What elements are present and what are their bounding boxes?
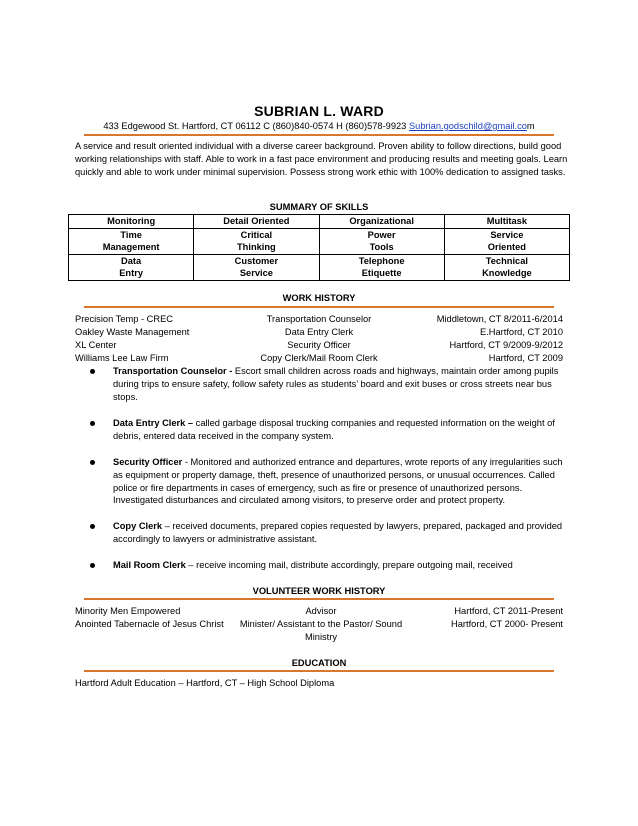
job-row xyxy=(75,339,563,352)
job-employer: Precision Temp - CREC xyxy=(75,314,173,324)
duty-lead: Transportation Counselor - xyxy=(113,366,233,376)
duty-detail: - Monitored and authorized entrance and departures, wrote reports of any irregularities such as equipment or property damage, theft, presence of unauthorized persons, or unusual occurrences. Called police or fire departments in cases of emergency, such as fire or presence of unauthorized persons. Investigated disturbances and circulated among visitors, to preserve order and protect property. xyxy=(113,457,563,506)
duty-detail: – receive incoming mail, distribute accordingly, prepare outgoing mail, received xyxy=(185,560,513,570)
duty-lead: Copy Clerk xyxy=(113,521,163,531)
volunteer-location-dates: Hartford, CT 2011-Present xyxy=(454,606,563,616)
duty-detail: Escort small children across roads and highways, maintain order among pupils during trips to ensure safety, follow safety rules as students’ board and exit buses or cross streets near bus stops. xyxy=(113,366,559,402)
job-location-dates: Hartford, CT 2009 xyxy=(488,353,563,363)
duty-text xyxy=(113,417,570,443)
bullet-icon xyxy=(90,460,95,465)
job-employer: XL Center xyxy=(75,340,117,350)
volunteer-heading: VOLUNTEER WORK HISTORY xyxy=(252,586,386,596)
skill-cell: Detail Oriented xyxy=(194,215,319,229)
duty-text xyxy=(113,559,570,572)
header-divider xyxy=(84,134,554,136)
email-suffix: m xyxy=(526,121,535,131)
job-title: Data Entry Clerk xyxy=(284,327,354,337)
skills-heading: SUMMARY OF SKILLS xyxy=(269,202,369,212)
duty-detail: called garbage disposal trucking companies and requested information on the weight of debris, entered data received in the company system. xyxy=(113,418,555,441)
job-row xyxy=(75,326,563,339)
bullet-icon xyxy=(90,524,95,529)
skill-cell: Critical Thinking xyxy=(194,228,319,254)
skill-cell: Customer Service xyxy=(194,254,319,280)
job-location-dates: Hartford, CT 9/2009-9/2012 xyxy=(449,340,563,350)
candidate-name: SUBRIAN L. WARD xyxy=(254,103,384,119)
skill-cell: Power Tools xyxy=(319,228,444,254)
job-location-dates: E.Hartford, CT 2010 xyxy=(479,327,563,337)
contact-line xyxy=(0,120,638,133)
skills-row xyxy=(69,254,570,280)
education-heading: EDUCATION xyxy=(291,658,347,668)
volunteer-role: Advisor xyxy=(305,606,337,616)
education-divider xyxy=(84,670,554,672)
bullet-icon xyxy=(90,563,95,568)
job-title: Security Officer xyxy=(287,340,351,350)
skill-cell: Telephone Etiquette xyxy=(319,254,444,280)
skill-cell: Service Oriented xyxy=(444,228,569,254)
education-entry: Hartford Adult Education – Hartford, CT – High School Diploma xyxy=(75,678,335,688)
skill-cell: Monitoring xyxy=(69,215,194,229)
job-row xyxy=(75,313,563,326)
volunteer-divider xyxy=(84,598,554,600)
skills-table xyxy=(68,214,570,281)
duty-text xyxy=(113,365,570,403)
duty-text xyxy=(113,456,570,507)
contact-details: 433 Edgewood St. Hartford, CT 06112 C (860)840-0574 H (860)578-9923 xyxy=(103,121,409,131)
volunteer-org: Anointed Tabernacle of Jesus Christ xyxy=(75,619,224,629)
job-employer: Oakley Waste Management xyxy=(75,327,190,337)
volunteer-org: Minority Men Empowered xyxy=(75,606,181,616)
skill-cell: Time Management xyxy=(69,228,194,254)
work-history-divider xyxy=(84,306,554,308)
skill-cell: Data Entry xyxy=(69,254,194,280)
work-history-heading: WORK HISTORY xyxy=(282,293,356,303)
skill-cell: Organizational xyxy=(319,215,444,229)
job-location-dates: Middletown, CT 8/2011-6/2014 xyxy=(436,314,563,324)
job-title: Copy Clerk/Mail Room Clerk xyxy=(260,353,378,363)
volunteer-row xyxy=(75,618,563,644)
email-link[interactable]: Subrian.godschild@gmail.co xyxy=(408,121,527,131)
duty-lead: Security Officer xyxy=(113,457,183,467)
job-employer: Williams Lee Law Firm xyxy=(75,353,169,363)
job-row xyxy=(75,352,563,365)
duty-detail: – received documents, prepared copies requested by lawyers, prepared, packaged and provided accordingly to lawyers or administrative assistant. xyxy=(113,521,563,544)
skills-row xyxy=(69,215,570,229)
bullet-icon xyxy=(90,421,95,426)
professional-summary: A service and result oriented individual with a diverse career background. Proven ability to follow directions, build good working relationships with staff. Able to work in a fast pace environment and producing results and meeting goals. Learn quickly and able to work under minimal supervision. Possess strong work ethic with 100% dedication to assigned tasks. xyxy=(75,141,568,177)
skill-cell: Technical Knowledge xyxy=(444,254,569,280)
bullet-icon xyxy=(90,369,95,374)
job-title: Transportation Counselor xyxy=(266,314,372,324)
duty-lead: Data Entry Clerk – xyxy=(113,418,194,428)
volunteer-location-dates: Hartford, CT 2000- Present xyxy=(451,619,563,629)
duty-lead: Mail Room Clerk xyxy=(113,560,186,570)
duty-text xyxy=(113,520,570,546)
skill-cell: Multitask xyxy=(444,215,569,229)
skills-row xyxy=(69,228,570,254)
volunteer-role: Minister/ Assistant to the Pastor/ Sound Ministry xyxy=(239,619,403,642)
